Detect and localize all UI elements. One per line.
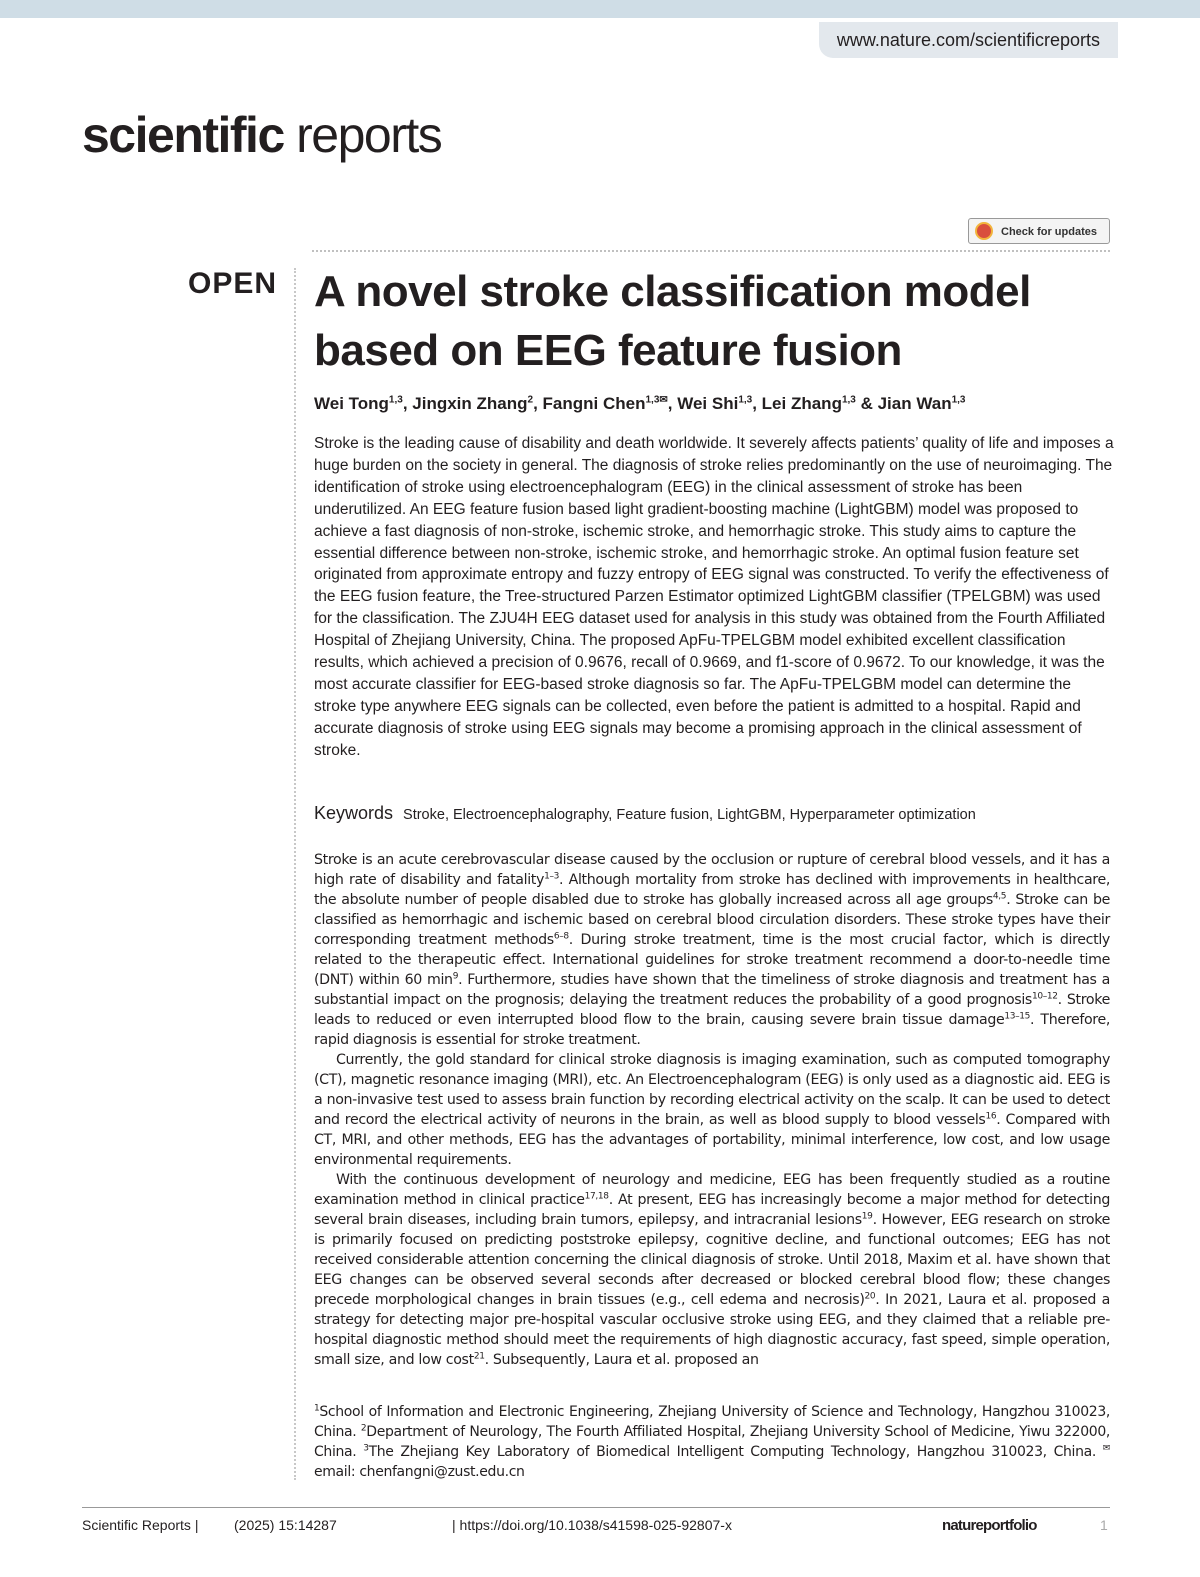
footer-rule xyxy=(82,1507,1110,1508)
author-affiliation-mark: 1,3 xyxy=(951,394,966,406)
text-run: . During stroke treatment, time is the most crucial factor, which is directly related to the therapeutic effect. International guidelines for stroke treatment recommend a door-to-needle time (DNT) within 60 min xyxy=(314,932,1110,988)
citation-superscript[interactable]: 21 xyxy=(473,1351,485,1362)
text-run: Department of Neurology, The Fourth Affiliated Hospital, Zhejiang University School of Medicine, Yiwu 322000, China. xyxy=(314,1424,1110,1460)
text-run: . In 2021, Laura et al. proposed a strategy for detecting major pre-hospital vascular occlusive stroke using EEG, and they claimed that a reliable pre-hospital diagnostic method should meet the requirements of high diagnostic accuracy, fast speed, simple operation, small size, and low cost xyxy=(314,1292,1110,1368)
author-name: Jian Wan xyxy=(877,394,952,413)
citation-superscript[interactable]: 10–12 xyxy=(1031,991,1058,1002)
keywords-list: Stroke, Electroencephalography, Feature fusion, LightGBM, Hyperparameter optimization xyxy=(403,807,976,823)
text-run: . Subsequently, Laura et al. proposed an xyxy=(484,1352,759,1368)
citation-superscript[interactable]: 1–3 xyxy=(544,871,559,882)
citation-superscript[interactable]: 16 xyxy=(985,1111,997,1122)
author-separator: , xyxy=(667,394,678,413)
paragraph-2 xyxy=(314,1050,1110,1170)
author-name: Wei Tong xyxy=(314,394,389,413)
author-affiliation-mark: 1,3✉ xyxy=(645,394,668,406)
affiliations xyxy=(314,1402,1110,1482)
journal-url-link[interactable]: www.nature.com/scientificreports xyxy=(819,22,1118,58)
citation-superscript[interactable]: 4,5 xyxy=(992,891,1007,902)
citation-superscript[interactable]: 9 xyxy=(452,971,459,982)
author-affiliation-mark: 1,3 xyxy=(388,394,403,406)
author-list xyxy=(314,394,1114,414)
body-text xyxy=(314,850,1110,1370)
footer-volume: (2025) 15:14287 xyxy=(234,1517,337,1533)
author-affiliation-mark: 1,3 xyxy=(841,394,856,406)
author-affiliation-mark: 2 xyxy=(527,394,534,406)
article-title: A novel stroke classification model based on EEG feature fusion xyxy=(314,267,1031,375)
page-number: 1 xyxy=(1100,1517,1108,1533)
paragraph-1 xyxy=(314,850,1110,1050)
text-run: . Therefore, rapid diagnosis is essential for stroke treatment. xyxy=(314,1012,1111,1048)
logo-light-text: reports xyxy=(283,107,442,163)
citation-superscript[interactable]: 6–8 xyxy=(553,931,569,942)
keywords-row xyxy=(314,803,1114,824)
citation-superscript[interactable]: 2 xyxy=(360,1423,367,1434)
text-run: Stroke is an acute cerebrovascular disease caused by the occlusion or rupture of cerebral blood vessels, and it has a high rate of disability and fatality xyxy=(314,852,1110,888)
text-run: . Stroke leads to reduced or even interrupted blood flow to the brain, causing severe brain tissue damage xyxy=(314,992,1110,1028)
paragraph-3 xyxy=(314,1170,1110,1370)
logo-bold-text: scientific xyxy=(82,107,284,163)
text-run: . Furthermore, studies have shown that the timeliness of stroke diagnosis and treatment has a substantial impact on the prognosis; delaying the treatment reduces the probability of a good prognosis xyxy=(314,972,1110,1008)
abstract: Stroke is the leading cause of disability and death worldwide. It severely affects patients’ quality of life and imposes a huge burden on the society in general. The diagnosis of stroke relies predominantly on the use of neuroimaging. The identification of stroke using electroencephalogram (EEG) in the clinical assessment of stroke has been underutilized. An EEG feature fusion based light gradient-boosting machine (LightGBM) model was proposed to achieve a fast diagnosis of non-stroke, ischemic stroke, and hemorrhagic stroke. This study aims to capture the essential difference between non-stroke, ischemic stroke, and hemorrhagic stroke. An optimal fusion feature set originated from approximate entropy and fuzzy entropy of EEG signal was constructed. To verify the effectiveness of the EEG fusion feature, the Tree-structured Parzen Estimator optimized LightGBM classifier (TPELGBM) was used for the classification. The ZJU4H EEG dataset used for analysis in this study was obtained from the Fourth Affiliated Hospital of Zhejiang University, China. The proposed ApFu-TPELGBM model exhibited excellent classification results, which achieved a precision of 0.9676, recall of 0.9669, and f1-score of 0.9672. To our knowledge, it was the most accurate classifier for EEG-based stroke diagnosis so far. The ApFu-TPELGBM model can determine the stroke type anywhere EEG signals can be collected, even before the patient is admitted to a hospital. Rapid and accurate diagnosis of stroke using EEG signals may become a promising approach in the clinical assessment of stroke. xyxy=(314,435,1114,759)
citation-superscript[interactable]: ✉ xyxy=(1102,1443,1110,1454)
keywords-label: Keywords xyxy=(314,803,394,823)
author-affiliation-mark: 1,3 xyxy=(738,394,753,406)
doi-link[interactable]: | https://doi.org/10.1038/s41598-025-92807-x xyxy=(452,1517,732,1533)
author-name: Jingxin Zhang xyxy=(412,394,528,413)
crossmark-icon xyxy=(975,222,993,240)
text-run: . Stroke can be classified as hemorrhagic and ischemic based on cerebral blood circulation disorders. These stroke types have their corresponding treatment methods xyxy=(314,892,1110,948)
publisher-logo: natureportfolio xyxy=(942,1517,1037,1534)
author-separator: , xyxy=(752,394,762,413)
author-separator: , xyxy=(533,394,543,413)
text-run: . At present, EEG has increasingly become a major method for detecting several brain diseases, including brain tumors, epilepsy, and intracranial lesions xyxy=(314,1192,1110,1228)
text-run: Currently, the gold standard for clinical stroke diagnosis is imaging examination, such as computed tomography (CT), magnetic resonance imaging (MRI), etc. An Electroencephalogram (EEG) is only used as a diagnostic aid. EEG is a non-invasive test used to assess brain function by recording electrical activity on the scalp. It can be used to detect and record the electrical activity of neurons in the brain, as well as blood supply to blood vessels xyxy=(314,1052,1110,1128)
text-run: With the continuous development of neurology and medicine, EEG has been frequently studied as a routine examination method in clinical practice xyxy=(314,1172,1110,1208)
author-name: Lei Zhang xyxy=(761,394,842,413)
author-separator: , xyxy=(402,394,413,413)
citation-superscript[interactable]: 19 xyxy=(861,1211,873,1222)
text-run: . Compared with CT, MRI, and other methods, EEG has the advantages of portability, minimal interference, low cost, and low usage environmental requirements. xyxy=(314,1112,1110,1168)
text-run: School of Information and Electronic Engineering, Zhejiang University of Science and Technology, Hangzhou 310023, China. xyxy=(314,1404,1110,1440)
check-for-updates-button[interactable] xyxy=(968,218,1110,244)
check-updates-label: Check for updates xyxy=(1001,226,1097,238)
open-access-label: OPEN xyxy=(188,267,278,300)
citation-superscript[interactable]: 13–15 xyxy=(1004,1011,1031,1022)
citation-superscript[interactable]: 1 xyxy=(314,1403,320,1414)
text-run: email: chenfangni@zust.edu.cn xyxy=(314,1464,525,1480)
text-run: . Although mortality from stroke has declined with improvements in healthcare, the absolute number of people disabled due to stroke has globally increased across all age groups xyxy=(314,872,1110,908)
journal-logo xyxy=(82,105,441,165)
citation-superscript[interactable]: 3 xyxy=(363,1443,369,1454)
footer-journal: Scientific Reports | xyxy=(82,1517,199,1533)
author-separator: & xyxy=(855,394,878,413)
vertical-dotted-divider xyxy=(294,268,296,1480)
dotted-divider xyxy=(312,250,1110,252)
citation-superscript[interactable]: 20 xyxy=(864,1291,876,1302)
citation-superscript[interactable]: 17,18 xyxy=(584,1191,609,1202)
author-name: Wei Shi xyxy=(677,394,739,413)
text-run: . However, EEG research on stroke is primarily focused on predicting poststroke epilepsy, cognitive decline, and functional outcomes; EEG has not received considerable attention concerning the clinical diagnosis of stroke. Until 2018, Maxim et al. have shown that EEG changes can be observed several seconds after decreased or blocked cerebral blood flow; these changes precede morphological changes in brain tissues (e.g., cell edema and necrosis) xyxy=(314,1212,1110,1308)
text-run: The Zhejiang Key Laboratory of Biomedical Intelligent Computing Technology, Hangzhou 310023, China. xyxy=(368,1444,1103,1460)
author-name: Fangni Chen xyxy=(542,394,646,413)
top-color-band xyxy=(0,0,1200,18)
